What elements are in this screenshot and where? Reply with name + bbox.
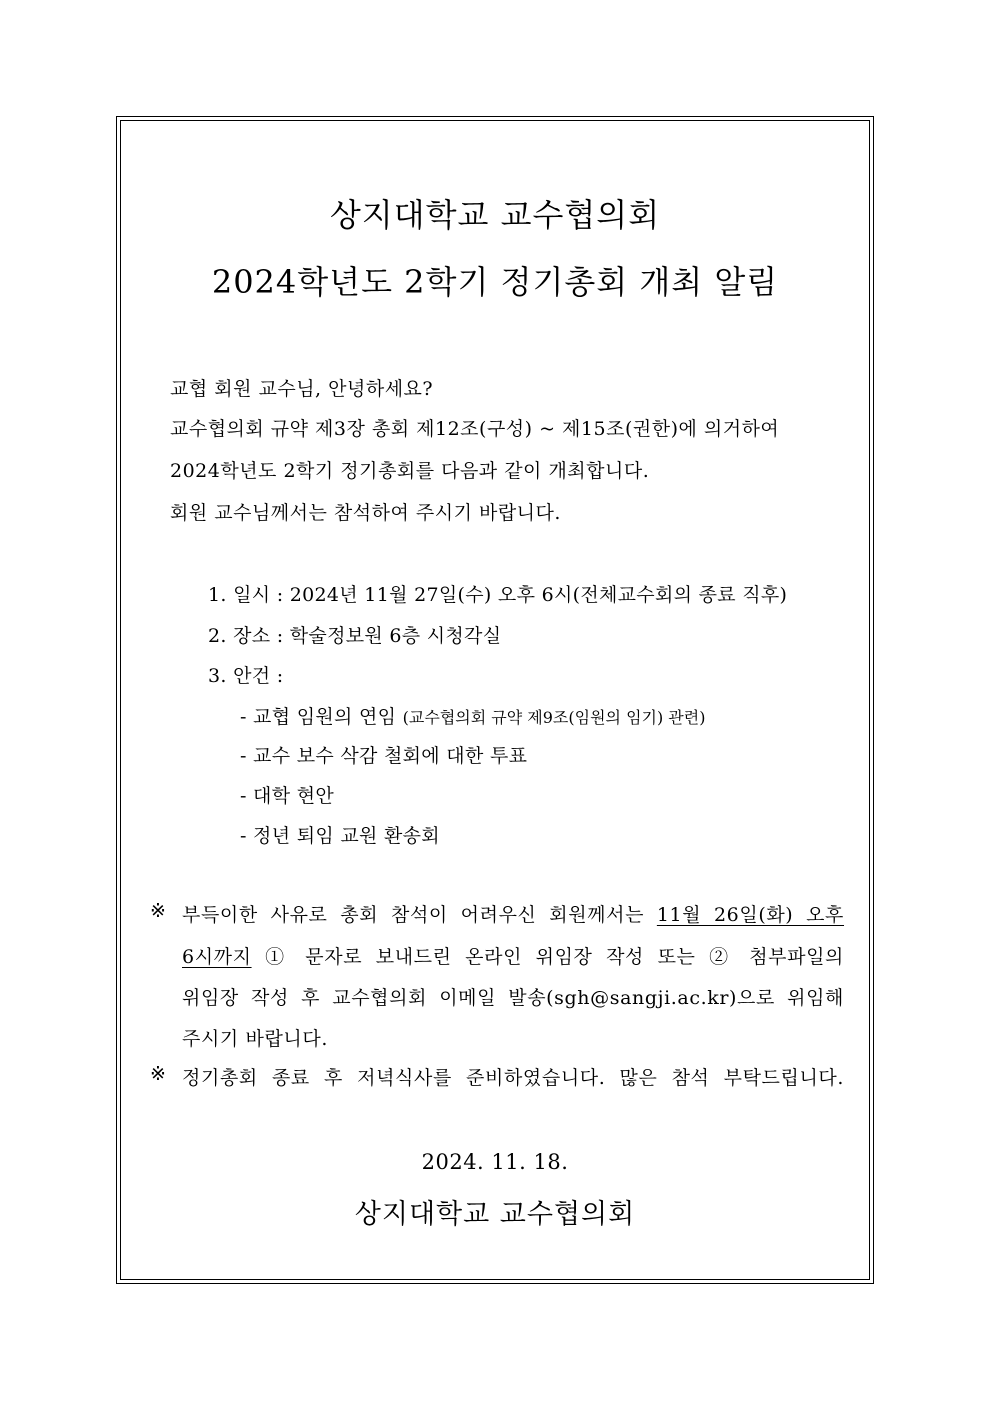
note-1-line-1 <box>182 900 844 927</box>
intro-announcement: 2024학년도 2학기 정기총회를 다음과 같이 개최합니다. <box>170 460 650 482</box>
agenda-item-1-detail: (교수협의회 규약 제9조(임원의 임기) 관련) <box>402 708 706 727</box>
agenda-item-3: - 대학 현안 <box>240 785 335 807</box>
agenda-item-1-main: - 교협 임원의 연임 <box>240 706 397 728</box>
intro-greeting: 교협 회원 교수님, 안녕하세요? <box>170 378 434 400</box>
agenda-item-2: - 교수 보수 삭감 철회에 대한 투표 <box>240 745 528 767</box>
agenda-item-4: - 정년 퇴임 교원 환송회 <box>240 825 440 847</box>
item-datetime: 1. 일시 : 2024년 11월 27일(수) 오후 6시(전체교수회의 종료 직후) <box>208 584 788 606</box>
note-1-deadline-date: 11월 26일(화) 오후 <box>656 904 845 926</box>
footer-date: 2024. 11. 18. <box>421 1150 569 1174</box>
note-1-deadline-time: 6시까지 <box>182 946 252 968</box>
note-1-line-2 <box>182 942 844 969</box>
note-1-mark: ※ <box>150 900 167 922</box>
item-place: 2. 장소 : 학술정보원 6층 시청각실 <box>208 625 502 647</box>
note-1-line-4: 주시기 바랍니다. <box>182 1028 328 1050</box>
intro-request: 회원 교수님께서는 참석하여 주시기 바랍니다. <box>170 502 561 524</box>
note-2-mark: ※ <box>150 1063 167 1085</box>
agenda-item-1 <box>240 702 705 729</box>
note-2-text: 정기총회 종료 후 저녁식사를 준비하였습니다. 많은 참석 부탁드립니다. <box>182 1067 844 1089</box>
title-organization: 상지대학교 교수협의회 <box>329 196 661 234</box>
note-1-text: 부득이한 사유로 총회 참석이 어려우신 회원께서는 <box>182 904 645 926</box>
item-agenda-label: 3. 안건 : <box>208 665 284 687</box>
note-1-options: ① 문자로 보내드린 온라인 위임장 작성 또는 ② 첨부파일의 <box>265 946 844 968</box>
footer-organization: 상지대학교 교수협의회 <box>354 1199 636 1230</box>
intro-regulation: 교수협의회 규약 제3장 총회 제12조(구성) ~ 제15조(권한)에 의거하여 <box>170 418 780 440</box>
note-1-line-3: 위임장 작성 후 교수협의회 이메일 발송(sgh@sangji.ac.kr)으로 위임해 <box>182 987 844 1009</box>
title-notice: 2024학년도 2학기 정기총회 개최 알림 <box>211 263 779 301</box>
